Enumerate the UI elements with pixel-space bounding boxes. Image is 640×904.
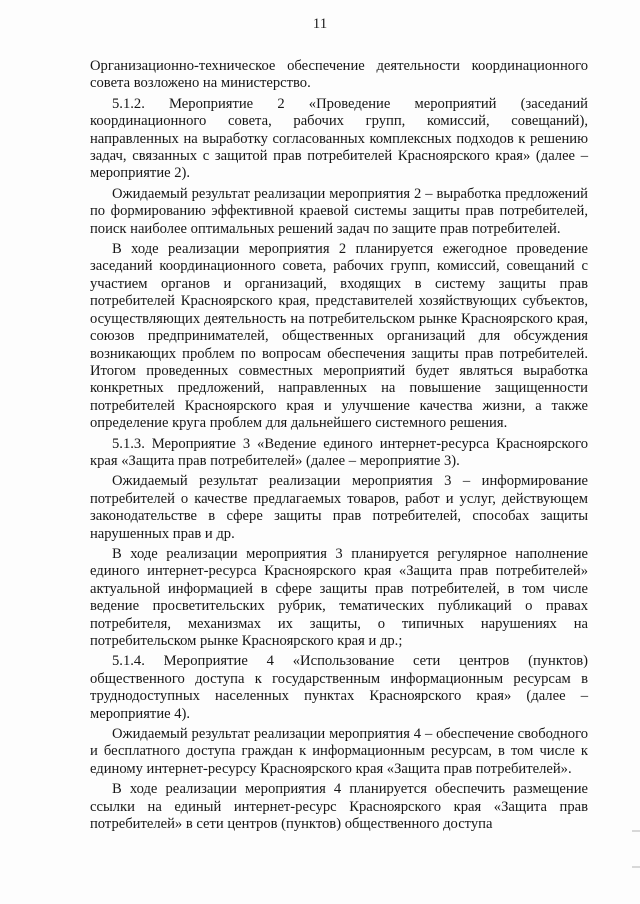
paragraph-measure-3-result: Ожидаемый результат реализации мероприятия 3 – информирование потребителей о качестве предлагаемых товаров, работ и услуг, действующем законодательстве в сфере защиты прав потребителей, способах защиты нарушенных прав и др.	[90, 473, 588, 542]
paragraph-measure-2-title: 5.1.2. Мероприятие 2 «Проведение мероприятий (заседаний координационного совета, рабочих групп, комиссий, совещаний), направленных на выработку согласованных комплексных подходов к решению задач, связанных с защитой прав потребителей Красноярского края» (далее – мероприятие 2).	[90, 95, 588, 182]
paragraph-measure-2-result: Ожидаемый результат реализации мероприятия 2 – выработка предложений по формированию эффективной краевой системы защиты прав потребителей, поиск наиболее оптимальных решений задач по защите прав потребителей.	[90, 185, 588, 237]
paragraph-measure-4-title: 5.1.4. Мероприятие 4 «Использование сети центров (пунктов) общественного доступа к государственным информационным ресурсам в труднодоступных населенных пунктах Красноярского края» (далее – мероприятие 4).	[90, 653, 588, 722]
page-number: 11	[312, 16, 328, 32]
scan-margin-mark	[632, 830, 640, 832]
paragraph-measure-4-result: Ожидаемый результат реализации мероприятия 4 – обеспечение свободного и бесплатного доступа граждан к информационным ресурсам, в том числе к единому интернет-ресурсу Красноярского края «Защита прав потребителей».	[90, 726, 588, 777]
document-body	[90, 58, 588, 836]
paragraph-measure-2-implementation: В ходе реализации мероприятия 2 планируется ежегодное проведение заседаний координационного совета, рабочих групп, комиссий, совещаний с участием органов и организаций, входящих в систему защиты прав потребителей Красноярского края, представителей хозяйствующих субъектов, осуществляющих деятельность на потребительском рынке Красноярского края, союзов предпринимателей, общественных организаций для обсуждения возникающих проблем по вопросам обеспечения защиты прав потребителей. Итогом проведенных совместных мероприятий будет являться выработка конкретных предложений, направленных на повышение защищенности потребителей Красноярского края и улучшение качества жизни, а также определение круга проблем для дальнейшего системного решения.	[90, 241, 588, 432]
paragraph-measure-4-implementation: В ходе реализации мероприятия 4 планируется обеспечить размещение ссылки на единый интернет-ресурс Красноярского края «Защита прав потребителей» в сети центров (пунктов) общественного доступа	[90, 781, 588, 833]
paragraph-measure-3-title: 5.1.3. Мероприятие 3 «Ведение единого интернет-ресурса Красноярского края «Защита прав потребителей» (далее – мероприятие 3).	[90, 435, 588, 469]
paragraph-measure-3-implementation: В ходе реализации мероприятия 3 планируется регулярное наполнение единого интернет-ресурса Красноярского края «Защита прав потребителей» актуальной информацией в сфере защиты прав потребителей, в том числе ведение просветительских рубрик, тематических публикаций о правах потребителя, механизмах их защиты, о типичных нарушениях на потребительском рынке Красноярского края и др.;	[90, 545, 588, 649]
scan-margin-mark	[632, 866, 640, 868]
paragraph-coordination-support: Организационно-техническое обеспечение деятельности координационного совета возложено на министерство.	[90, 58, 588, 92]
